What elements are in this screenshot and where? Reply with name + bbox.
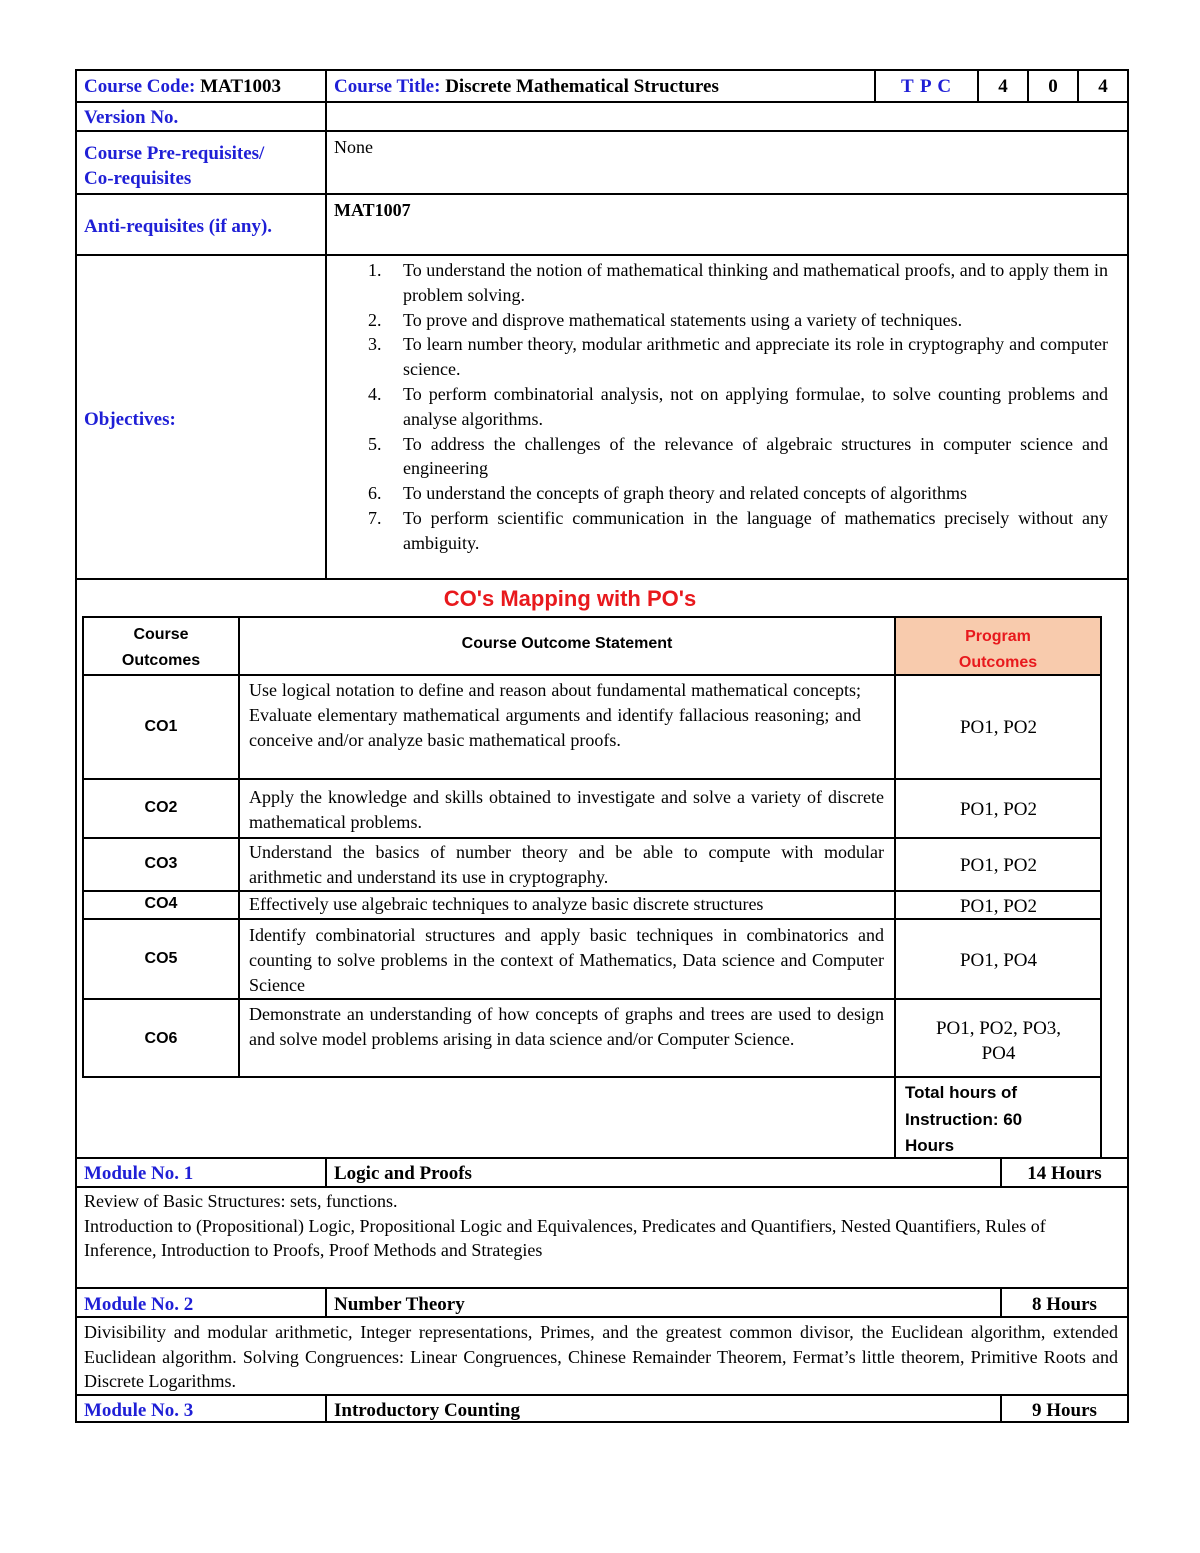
course-code-label: Course Code: bbox=[84, 76, 196, 97]
module-2-title: Number Theory bbox=[334, 1294, 465, 1315]
co-statement: Understand the basics of number theory and be able to compute with modular arithmetic and understand its use in cryptography. bbox=[249, 842, 884, 887]
co-id: CO6 bbox=[144, 1030, 178, 1047]
module-3-hours: 9 Hours bbox=[1032, 1400, 1097, 1421]
co-id: CO2 bbox=[144, 799, 178, 816]
module-2-label: Module No. 2 bbox=[84, 1294, 194, 1315]
module-1-title: Logic and Proofs bbox=[334, 1163, 472, 1184]
objective-item: 3. To learn number theory, modular arithmetic and appreciate its role in cryptography and computer science. bbox=[368, 334, 1108, 380]
course-title-cell bbox=[334, 74, 719, 99]
course-code-value: MAT1003 bbox=[200, 76, 282, 97]
col-program-outcomes: Program Outcomes bbox=[958, 628, 1038, 671]
course-code-cell bbox=[84, 74, 281, 99]
po-mapping: PO1, PO2 bbox=[959, 717, 1038, 738]
objectives-label: Objectives: bbox=[84, 409, 176, 430]
objective-item: 2. To prove and disprove mathematical statements using a variety of techniques. bbox=[368, 309, 963, 330]
antireq-label: Anti-requisites (if any). bbox=[84, 216, 273, 237]
tpc-c-value: 4 bbox=[1098, 76, 1108, 97]
antireq-value: MAT1007 bbox=[334, 200, 411, 220]
co-id: CO4 bbox=[144, 895, 178, 912]
module-1-hours: 14 Hours bbox=[1027, 1163, 1102, 1184]
version-label: Version No. bbox=[84, 107, 179, 128]
tpc-t-value: 4 bbox=[998, 76, 1008, 97]
po-mapping: PO1, PO2 bbox=[959, 799, 1038, 820]
objective-item: 1. To understand the notion of mathematical thinking and mathematical proofs, and to apply them in problem solving. bbox=[368, 260, 1108, 305]
objective-item: 5. To address the challenges of the relevance of algebraic structures in computer science and engineering bbox=[368, 433, 1108, 479]
co-mapping-heading: CO's Mapping with PO's bbox=[443, 586, 697, 611]
prereq-value: None bbox=[334, 137, 373, 157]
co-statement: Use logical notation to define and reason about fundamental mathematical concepts; Evaluate elementary mathematical arguments and identify fallacious reasoning; and conceive and/or analyze basic mathematical proofs. bbox=[249, 680, 861, 750]
col-course-outcomes: Course Outcomes bbox=[121, 626, 201, 669]
objectives-list bbox=[340, 258, 1108, 556]
co-statement: Demonstrate an understanding of how concepts of graphs and trees are used to design and solve model problems arising in data science and/or Computer Science. bbox=[249, 1004, 884, 1049]
prereq-label-line2: Co-requisites bbox=[84, 168, 192, 189]
module-3-label: Module No. 3 bbox=[84, 1400, 194, 1421]
prereq-label bbox=[84, 141, 264, 191]
module-2-hours: 8 Hours bbox=[1032, 1294, 1097, 1315]
objective-item: 7. To perform scientific communication in the language of mathematics precisely without any ambiguity. bbox=[368, 507, 1108, 553]
po-mapping: PO1, PO2 bbox=[959, 896, 1038, 917]
course-title-value: Discrete Mathematical Structures bbox=[445, 76, 719, 97]
prereq-label-line1: Course Pre-requisites/ bbox=[84, 143, 265, 164]
tpc-label: T P C bbox=[900, 76, 953, 97]
course-title-label: Course Title: bbox=[334, 76, 441, 97]
module-1-content: Review of Basic Structures: sets, functions. Introduction to (Propositional) Logic, Propositional Logic and Equivalences, Predicates and Quantifiers, Nested Quantifiers, Rules of Inference, Introduction to Proofs, Proof Methods and Strategies bbox=[84, 1191, 1046, 1261]
co-id: CO1 bbox=[144, 718, 178, 735]
co-id: CO5 bbox=[144, 950, 178, 967]
po-mapping: PO1, PO2 bbox=[959, 855, 1038, 876]
objective-item: 4. To perform combinatorial analysis, not on applying formulae, to solve counting problems and analyse algorithms. bbox=[368, 383, 1108, 429]
module-2-content: Divisibility and modular arithmetic, Integer representations, Primes, and the greatest common divisor, the Euclidean algorithm, extended Euclidean algorithm. Solving Congruences: Linear Congruences, Chinese Remainder Theorem, Fermat’s little theorem, Primitive Roots and Discrete Logarithms. bbox=[84, 1322, 1118, 1392]
co-id: CO3 bbox=[144, 855, 178, 872]
col-statement: Course Outcome Statement bbox=[461, 635, 673, 652]
objective-item: 6. To understand the concepts of graph theory and related concepts of algorithms bbox=[368, 483, 968, 504]
tpc-p-value: 0 bbox=[1048, 76, 1058, 97]
co-statement: Effectively use algebraic techniques to analyze basic discrete structures bbox=[249, 894, 764, 914]
module-3-title: Introductory Counting bbox=[334, 1400, 520, 1421]
module-1-label: Module No. 1 bbox=[84, 1163, 194, 1184]
total-hours: Total hours of Instruction: 60 Hours bbox=[905, 1083, 1023, 1155]
co-statement: Apply the knowledge and skills obtained to investigate and solve a variety of discrete mathematical problems. bbox=[249, 787, 884, 832]
co-statement: Identify combinatorial structures and apply basic techniques in combinatorics and counting to solve problems in the context of Mathematics, Data science and Computer Science bbox=[249, 925, 884, 995]
po-mapping: PO1, PO4 bbox=[959, 950, 1038, 971]
po-mapping: PO1, PO2, PO3, PO4 bbox=[935, 1018, 1062, 1064]
